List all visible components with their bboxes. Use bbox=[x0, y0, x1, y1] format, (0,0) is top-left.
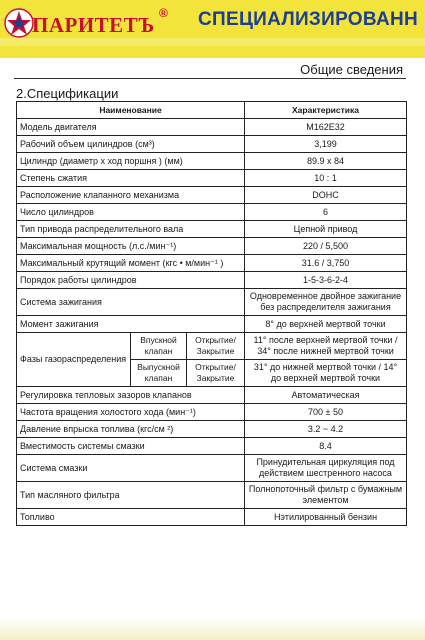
spec-name: Частота вращения холостого хода (мин⁻¹) bbox=[17, 404, 245, 421]
spec-value: 10 : 1 bbox=[245, 170, 407, 187]
table-row bbox=[17, 387, 407, 404]
spec-name: Рабочий объем цилиндров (см³) bbox=[17, 136, 245, 153]
spec-value: Автоматическая bbox=[245, 387, 407, 404]
spec-value: 89.9 x 84 bbox=[245, 153, 407, 170]
table-row bbox=[17, 482, 407, 509]
intake-valve-label: Впускной клапан bbox=[131, 333, 187, 360]
spec-value: Цепной привод bbox=[245, 221, 407, 238]
exhaust-valve-label: Выпускной клапан bbox=[131, 360, 187, 387]
col-value-header: Характеристика bbox=[245, 102, 407, 119]
spec-heading: 2.Спецификации bbox=[16, 86, 119, 101]
brand-star-icon bbox=[4, 8, 34, 38]
spec-value: 8.4 bbox=[245, 438, 407, 455]
exhaust-action-label: Открытие/ Закрытие bbox=[187, 360, 245, 387]
brand-logo-text: ПАРИТЕТЪ bbox=[32, 13, 155, 37]
section-title: Общие сведения bbox=[300, 62, 403, 77]
spec-name: Момент зажигания bbox=[17, 316, 245, 333]
table-row bbox=[17, 255, 407, 272]
spec-name: Максимальная мощность (л.с./мин⁻¹) bbox=[17, 238, 245, 255]
spec-value: DOHC bbox=[245, 187, 407, 204]
spec-value: 1-5-3-6-2-4 bbox=[245, 272, 407, 289]
divider bbox=[14, 78, 406, 79]
table-row bbox=[17, 153, 407, 170]
page-bottom-band bbox=[0, 618, 425, 640]
spec-value: M162E32 bbox=[245, 119, 407, 136]
table-row bbox=[17, 438, 407, 455]
table-row bbox=[17, 272, 407, 289]
spec-value: 31.6 / 3,750 bbox=[245, 255, 407, 272]
table-row bbox=[17, 316, 407, 333]
spec-name: Регулировка тепловых зазоров клапанов bbox=[17, 387, 245, 404]
col-name-header: Наименование bbox=[17, 102, 245, 119]
spec-value: 3,199 bbox=[245, 136, 407, 153]
spec-value: 3.2 ~ 4.2 bbox=[245, 421, 407, 438]
spec-name: Система зажигания bbox=[17, 289, 245, 316]
banner-stripe bbox=[0, 38, 425, 46]
spec-name: Степень сжатия bbox=[17, 170, 245, 187]
spec-name: Топливо bbox=[17, 509, 245, 526]
spec-value: Принудительная циркуляция под действием шестренного насоса bbox=[245, 455, 407, 482]
table-row bbox=[17, 119, 407, 136]
spec-name: Число цилиндров bbox=[17, 204, 245, 221]
spec-value: Одновременное двойное зажигание без распределителя зажигания bbox=[245, 289, 407, 316]
table-row bbox=[17, 289, 407, 316]
intake-action-label: Открытие/ Закрытие bbox=[187, 333, 245, 360]
spec-value: 6 bbox=[245, 204, 407, 221]
table-row bbox=[17, 187, 407, 204]
spec-name: Максимальный крутящий момент (кгс • м/мин⁻¹ ) bbox=[17, 255, 245, 272]
intake-timing-value: 11° после верхней мертвой точки / 34° после нижней мертвой точки bbox=[245, 333, 407, 360]
table-row bbox=[17, 509, 407, 526]
table-row bbox=[17, 204, 407, 221]
spec-name: Цилиндр (диаметр х ход поршня ) (мм) bbox=[17, 153, 245, 170]
table-row-valve-intake bbox=[17, 333, 407, 360]
spec-value: 8° до верхней мертвой точки bbox=[245, 316, 407, 333]
spec-name: Расположение клапанного механизма bbox=[17, 187, 245, 204]
spec-name: Тип привода распределительного вала bbox=[17, 221, 245, 238]
spec-name: Тип масляного фильтра bbox=[17, 482, 245, 509]
spec-value: Нэтилированный бензин bbox=[245, 509, 407, 526]
spec-name: Порядок работы цилиндров bbox=[17, 272, 245, 289]
table-row bbox=[17, 221, 407, 238]
banner-title: СПЕЦИАЛИЗИРОВАНН bbox=[198, 9, 419, 30]
table-row bbox=[17, 136, 407, 153]
spec-value: 220 / 5,500 bbox=[245, 238, 407, 255]
spec-table bbox=[16, 101, 407, 526]
valve-timing-name: Фазы газораспределения bbox=[17, 333, 131, 387]
spec-name: Давление впрыска топлива (кгс/см ²) bbox=[17, 421, 245, 438]
table-row bbox=[17, 238, 407, 255]
registered-mark: ® bbox=[159, 6, 168, 20]
table-row bbox=[17, 170, 407, 187]
spec-name: Вместимость системы смазки bbox=[17, 438, 245, 455]
spec-name: Модель двигателя bbox=[17, 119, 245, 136]
table-row bbox=[17, 421, 407, 438]
table-header-row bbox=[17, 102, 407, 119]
spec-value: Полнопоточный фильтр с бумажным элементом bbox=[245, 482, 407, 509]
table-row bbox=[17, 455, 407, 482]
exhaust-timing-value: 31° до нижней мертвой точки / 14° до верхней мертвой точки bbox=[245, 360, 407, 387]
table-row bbox=[17, 404, 407, 421]
header-band bbox=[0, 0, 425, 58]
spec-value: 700 ± 50 bbox=[245, 404, 407, 421]
spec-name: Система смазки bbox=[17, 455, 245, 482]
